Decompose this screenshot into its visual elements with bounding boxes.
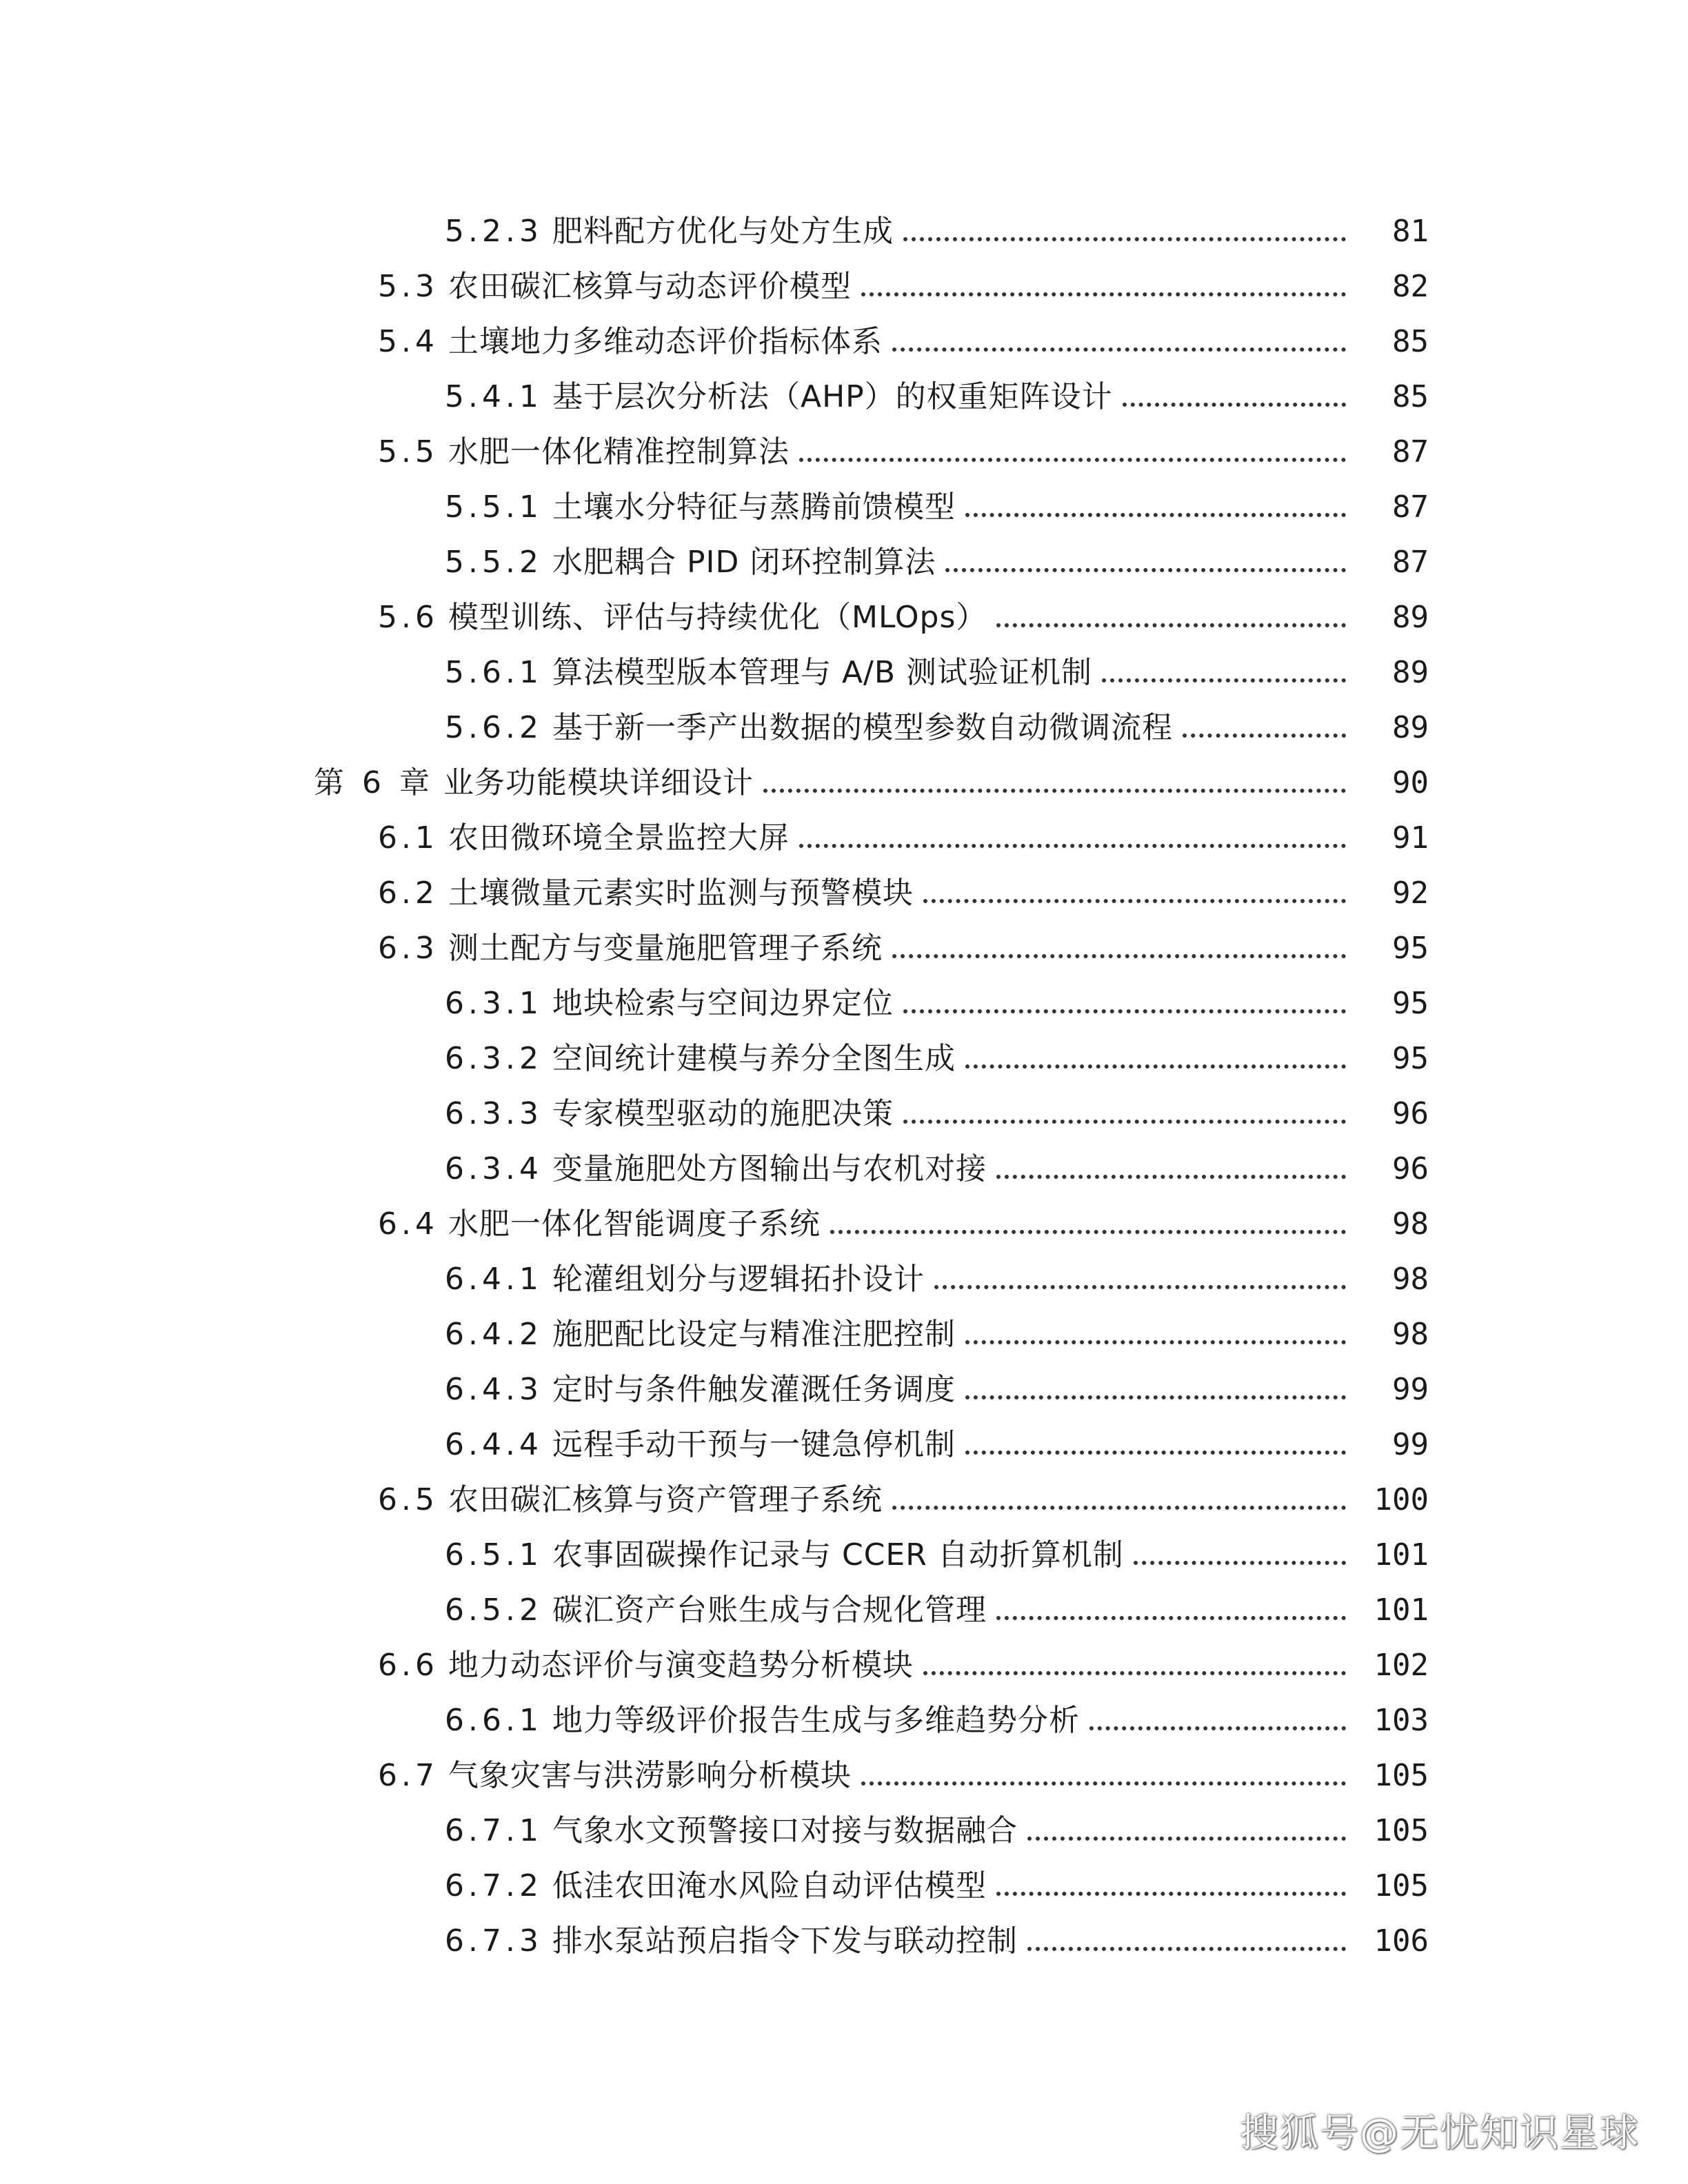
toc-entry-text [378,269,852,304]
toc-entry-number: 6.4.3 [445,1372,543,1407]
toc-entry-number: 6.7.1 [445,1813,543,1848]
toc-entry-text [445,710,1173,745]
toc-entry[interactable] [0,1307,1688,1362]
toc-entry-title: 算法模型版本管理与 A/B 测试验证机制 [552,655,1093,690]
toc-entry-number: 5.5.2 [445,545,543,580]
toc-page-number: 90 [1392,765,1429,800]
toc-entry-title: 轮灌组划分与逻辑拓扑设计 [552,1262,925,1297]
toc-page-number: 95 [1392,931,1429,966]
toc-entry-text [378,1482,883,1517]
toc-entry-title: 肥料配方优化与处方生成 [552,214,894,249]
toc-entry[interactable] [0,314,1688,370]
toc-entry-text [445,379,1113,414]
toc-entry-number: 6.6.1 [445,1703,543,1738]
toc-dot-leader [965,513,1346,517]
toc-entry-text [445,1317,956,1352]
toc-page-number: 101 [1374,1593,1429,1628]
toc-page-number: 87 [1392,545,1429,580]
toc-entry[interactable] [0,1417,1688,1473]
toc-entry-number: 5.6.2 [445,710,543,745]
toc-entry-number: 6.7.2 [445,1868,543,1903]
toc-entry-title: 远程手动干预与一键急停机制 [552,1427,956,1462]
toc-dot-leader [1089,1726,1346,1730]
toc-entry-title: 变量施肥处方图输出与农机对接 [552,1151,987,1186]
toc-dot-leader [945,568,1346,572]
toc-entry-number: 6.3.4 [445,1151,543,1186]
toc-entry[interactable] [0,1528,1688,1583]
toc-entry-title: 农田碳汇核算与动态评价模型 [448,269,852,304]
toc-entry-text [378,600,987,635]
toc-entry[interactable] [0,866,1688,921]
toc-page-number: 87 [1392,434,1429,469]
toc-dot-leader [965,1340,1346,1344]
toc-entry-number: 6.3 [378,931,439,966]
toc-dot-leader [892,1506,1346,1510]
toc-dot-leader [996,1175,1346,1179]
toc-entry[interactable] [0,756,1688,811]
toc-entry-title: 基于层次分析法（AHP）的权重矩阵设计 [552,379,1113,414]
toc-entry-text [445,1264,925,1295]
toc-page-number: 89 [1392,710,1429,745]
toc-dot-leader [903,1120,1346,1124]
toc-dot-leader [799,844,1346,848]
toc-dot-leader [996,623,1346,627]
toc-dot-leader [1027,1947,1346,1951]
toc-entry-text [445,1923,1018,1959]
toc-page-number: 105 [1374,1868,1429,1903]
toc-entry[interactable] [0,204,1688,259]
toc-entry-number: 第 6 章 [314,765,434,800]
toc-entry-title: 水肥一体化精准控制算法 [448,434,790,469]
toc-entry-text [314,765,754,800]
toc-entry-text [445,1813,1018,1848]
toc-page-number: 89 [1392,655,1429,690]
toc-entry[interactable] [0,921,1688,976]
toc-page-number: 98 [1392,1206,1429,1242]
toc-dot-leader [996,1616,1346,1620]
toc-dot-leader [965,1395,1346,1399]
toc-entry-title: 气象水文预警接口对接与数据融合 [552,1813,1018,1848]
toc-entry[interactable] [0,370,1688,425]
toc-entry-number: 5.5.1 [445,489,543,525]
toc-entry-text [445,1595,987,1626]
toc-dot-leader [1183,734,1346,738]
toc-dot-leader [996,1892,1346,1896]
toc-entry-number: 6.2 [378,876,439,911]
toc-entry-number: 6.3.3 [445,1096,543,1131]
toc-entry-title: 地块检索与空间边界定位 [552,986,894,1021]
watermark-text: 搜狐号@无忧知识星球 [1240,2111,1640,2156]
toc-entry[interactable] [0,1142,1688,1197]
toc-page-number: 95 [1392,1041,1429,1076]
toc-entry-number: 5.5 [378,434,439,469]
toc-page-number: 85 [1392,379,1429,414]
toc-entry-title: 地力等级评价报告生成与多维趋势分析 [552,1703,1080,1738]
toc-entry-text [378,324,883,359]
toc-entry-title: 低洼农田淹水风险自动评估模型 [552,1868,987,1903]
toc-entry-title: 农田微环境全景监控大屏 [448,820,790,856]
toc-entry-title: 空间统计建模与养分全图生成 [552,1041,956,1076]
toc-page-number: 106 [1374,1923,1429,1959]
toc-entry-text [445,1537,1124,1573]
toc-entry-number: 6.7.3 [445,1923,543,1959]
toc-entry[interactable] [0,535,1688,590]
toc-page-number: 99 [1392,1427,1429,1462]
toc-entry-title: 农田碳汇核算与资产管理子系统 [448,1482,883,1517]
toc-entry-text [445,216,894,247]
toc-entry-number: 6.4.1 [445,1262,543,1297]
toc-entry-title: 土壤地力多维动态评价指标体系 [448,324,883,359]
toc-entry-text [378,1206,821,1242]
toc-entry-title: 排水泵站预启指令下发与联动控制 [552,1923,1018,1959]
toc-entry[interactable] [0,1638,1688,1693]
toc-entry-title: 施肥配比设定与精准注肥控制 [552,1317,956,1352]
toc-entry-number: 6.5.1 [445,1537,543,1573]
toc-entry-text [445,1041,956,1076]
toc-entry-number: 6.7 [378,1758,439,1793]
toc-entry-number: 6.5.2 [445,1593,543,1628]
toc-entry-title: 碳汇资产台账生成与合规化管理 [552,1593,987,1628]
toc-entry[interactable] [0,480,1688,535]
toc-entry-title: 专家模型驱动的施肥决策 [552,1096,894,1131]
toc-page-number: 89 [1392,600,1429,635]
toc-entry[interactable] [0,1197,1688,1252]
toc-dot-leader [1134,1561,1346,1565]
toc-dot-leader [1027,1837,1346,1841]
toc-page-number: 96 [1392,1151,1429,1186]
toc-entry-text [445,1868,987,1903]
toc-dot-leader [892,347,1346,352]
toc-entry-number: 6.4.4 [445,1427,543,1462]
toc-page-number: 91 [1392,820,1429,856]
toc-entry[interactable] [0,1859,1688,1914]
toc-entry-title: 水肥一体化智能调度子系统 [448,1206,821,1242]
toc-entry-text [378,434,790,469]
toc-entry-text [378,933,883,964]
toc-page-number: 101 [1374,1537,1429,1573]
toc-entry-title: 模型训练、评估与持续优化（MLOps） [448,600,987,635]
toc-entry[interactable] [0,645,1688,700]
toc-entry[interactable] [0,590,1688,645]
toc-page-number: 98 [1392,1317,1429,1352]
toc-entry[interactable] [0,1803,1688,1859]
toc-entry[interactable] [0,1693,1688,1748]
toc-entry-title: 业务功能模块详细设计 [443,765,754,800]
toc-entry-text [378,1758,852,1793]
toc-dot-leader [923,1671,1346,1675]
toc-entry[interactable] [0,1031,1688,1086]
toc-dot-leader [892,954,1346,958]
toc-entry-number: 6.4 [378,1206,439,1242]
toc-entry[interactable] [0,976,1688,1031]
toc-entry[interactable] [0,811,1688,866]
toc-page-number: 103 [1374,1703,1429,1738]
toc-dot-leader [861,292,1346,296]
toc-page-number: 96 [1392,1096,1429,1131]
toc-entry-title: 定时与条件触发灌溉任务调度 [552,1372,956,1407]
toc-dot-leader [861,1781,1346,1786]
toc-entry-number: 5.3 [378,269,439,304]
toc-entry-text [445,547,936,578]
toc-entry-number: 6.3.2 [445,1041,543,1076]
toc-entry-number: 6.5 [378,1482,439,1517]
toc-entry[interactable] [0,1583,1688,1638]
toc-entry-text [378,820,790,856]
toc-page-number: 99 [1392,1372,1429,1407]
toc-entry-title: 土壤水分特征与蒸腾前馈模型 [552,489,956,525]
toc-entry[interactable] [0,259,1688,314]
toc-entry-title: 水肥耦合 PID 闭环控制算法 [552,545,936,580]
toc-entry[interactable] [0,1914,1688,1969]
toc-entry-number: 5.6 [378,600,439,635]
toc-page-number: 81 [1392,214,1429,249]
toc-dot-leader [934,1285,1346,1289]
toc-entry-title: 测土配方与变量施肥管理子系统 [448,931,883,966]
toc-page-number: 105 [1374,1758,1429,1793]
toc-entry[interactable] [0,425,1688,480]
toc-page-number: 98 [1392,1262,1429,1297]
toc-page-number: 102 [1374,1648,1429,1683]
toc-entry[interactable] [0,700,1688,756]
toc-entry-number: 6.1 [378,820,439,856]
toc-entry-text [445,1096,894,1131]
toc-entry[interactable] [0,1086,1688,1142]
toc-entry-text [445,1703,1080,1738]
toc-entry-number: 5.6.1 [445,655,543,690]
toc-entry-number: 6.6 [378,1648,439,1683]
toc-page-number: 82 [1392,269,1429,304]
toc-dot-leader [965,1064,1346,1069]
toc-dot-leader [903,237,1346,241]
toc-page-number: 87 [1392,489,1429,525]
toc-dot-leader [903,1009,1346,1013]
toc-entry-text [445,489,956,525]
toc-dot-leader [965,1450,1346,1455]
toc-entry-text [445,986,894,1021]
toc-entry-title: 气象灾害与洪涝影响分析模块 [448,1758,852,1793]
toc-page-number: 85 [1392,324,1429,359]
toc-dot-leader [1123,403,1346,407]
toc-page-number: 95 [1392,986,1429,1021]
table-of-contents [0,204,1688,1969]
toc-entry-text [445,655,1093,690]
toc-dot-leader [799,458,1346,462]
toc-entry[interactable] [0,1362,1688,1417]
toc-entry-text [378,878,914,909]
toc-page-number: 92 [1392,876,1429,911]
toc-page-number: 100 [1374,1482,1429,1517]
toc-entry-text [445,1427,956,1462]
toc-dot-leader [1102,678,1346,682]
toc-entry-text [445,1372,956,1407]
toc-entry-number: 6.4.2 [445,1317,543,1352]
toc-entry-number: 6.3.1 [445,986,543,1021]
toc-entry[interactable] [0,1473,1688,1528]
toc-entry-title: 地力动态评价与演变趋势分析模块 [448,1648,914,1683]
toc-entry-number: 5.4 [378,324,439,359]
toc-dot-leader [923,899,1346,903]
toc-dot-leader [763,789,1346,793]
toc-page-number: 105 [1374,1813,1429,1848]
toc-entry[interactable] [0,1748,1688,1803]
toc-entry-text [445,1151,987,1186]
toc-entry-number: 5.4.1 [445,379,543,414]
toc-entry-title: 农事固碳操作记录与 CCER 自动折算机制 [552,1537,1124,1573]
toc-entry[interactable] [0,1252,1688,1307]
toc-entry-number: 5.2.3 [445,214,543,249]
toc-entry-title: 基于新一季产出数据的模型参数自动微调流程 [552,710,1173,745]
toc-entry-text [378,1650,914,1681]
toc-entry-title: 土壤微量元素实时监测与预警模块 [448,876,914,911]
toc-dot-leader [830,1230,1346,1234]
